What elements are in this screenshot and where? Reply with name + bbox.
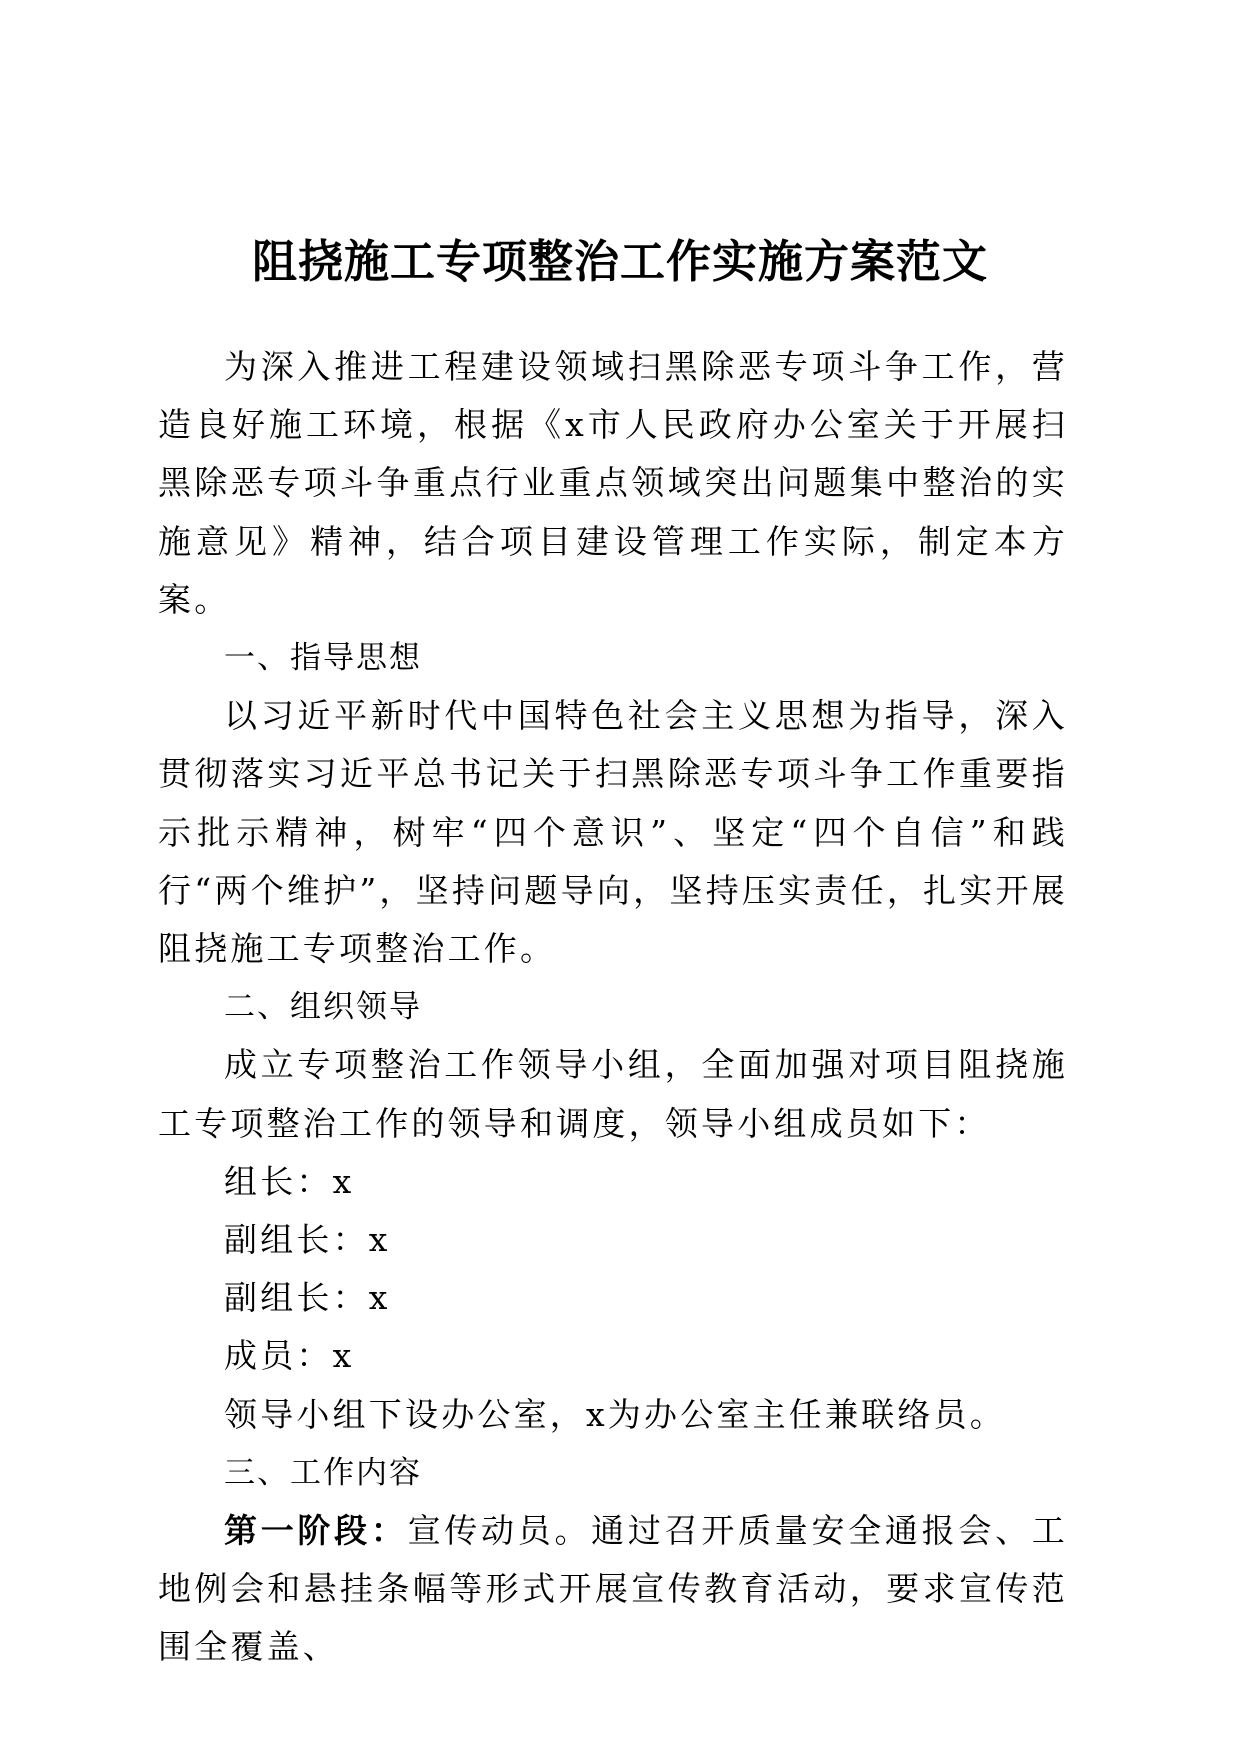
stage-one-label: 第一阶段： bbox=[224, 1511, 408, 1551]
stage-one-paragraph bbox=[158, 1502, 1068, 1677]
members-line: 成员：x bbox=[224, 1336, 355, 1376]
section-heading-work-content: 三、工作内容 bbox=[224, 1454, 422, 1491]
section-heading-guiding-ideology: 一、指导思想 bbox=[224, 640, 422, 677]
document-body bbox=[158, 338, 1068, 1677]
office-line: 领导小组下设办公室，x为办公室主任兼联络员。 bbox=[224, 1394, 1007, 1434]
intro-paragraph: 为深入推进工程建设领域扫黑除恶专项斗争工作，营造良好施工环境，根据《x市人民政府办公室关于开展扫黑除恶专项斗争重点行业重点领域突出问题集中整治的实施意见》精神，结合项目建设管理工作实际，制定本方案。 bbox=[158, 347, 1068, 619]
deputy-leader-line-1: 副组长：x bbox=[224, 1220, 391, 1260]
organization-paragraph: 成立专项整治工作领导小组，全面加强对项目阻挠施工专项整治工作的领导和调度，领导小组成员如下： bbox=[158, 1045, 1068, 1143]
group-leader-line: 组长：x bbox=[224, 1161, 355, 1201]
stage-one-text: 宣传动员。通过召开质量安全通报会、工地例会和悬挂条幅等形式开展宣传教育活动，要求宣传范围全覆盖、 bbox=[158, 1511, 1068, 1667]
deputy-leader-line-2: 副组长：x bbox=[224, 1278, 391, 1318]
guiding-ideology-paragraph: 以习近平新时代中国特色社会主义思想为指导，深入贯彻落实习近平总书记关于扫黑除恶专项斗争工作重要指示批示精神，树牢“四个意识”、坚定“四个自信”和践行“两个维护”，坚持问题导向，坚持压实责任，扎实开展阻挠施工专项整治工作。 bbox=[158, 696, 1068, 969]
section-heading-organization: 二、组织领导 bbox=[224, 989, 422, 1026]
document-title: 阻挠施工专项整治工作实施方案范文 bbox=[251, 235, 988, 288]
